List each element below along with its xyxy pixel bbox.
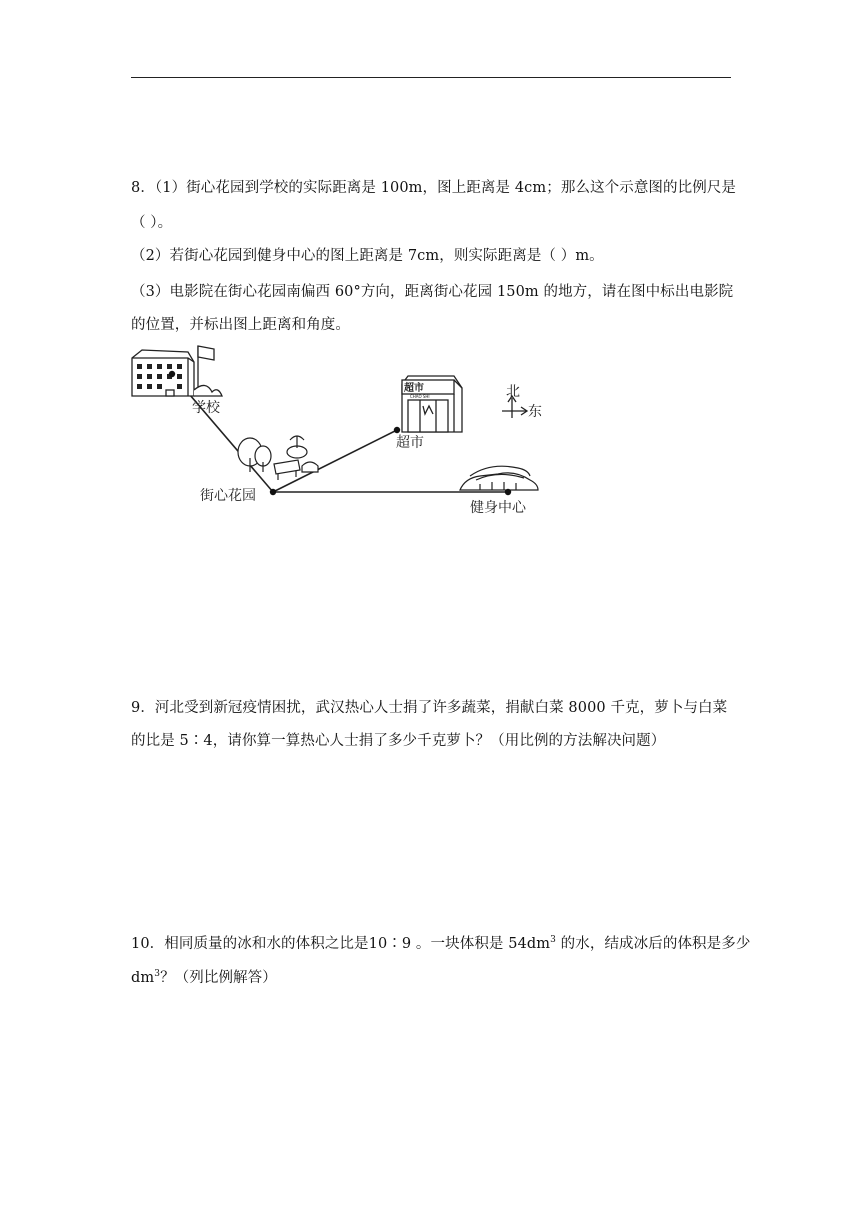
q10-line-1-text: 10．相同质量的冰和水的体积之比是10∶9 。一块体积是 54dm	[131, 936, 551, 952]
q8-line-4: （3）电影院在街心花园南偏西 60°方向，距离街心花园 150m 的地方，请在图中标出电影院	[131, 284, 734, 300]
garden-point	[270, 489, 276, 495]
school-building-icon	[132, 346, 222, 396]
compass-north-label: 北	[506, 384, 520, 400]
q8-line-2: （ ）。	[131, 215, 173, 231]
gym-stadium-icon	[460, 466, 538, 490]
garden-label: 街心花园	[200, 488, 256, 504]
supermarket-sign-small: CHAO SHI	[410, 394, 430, 399]
q9-line-2: 的比是 5∶4，请你算一算热心人士捐了多少千克萝卜？（用比例的方法解决问题）	[131, 733, 666, 749]
school-point	[169, 371, 175, 377]
supermarket-point	[394, 427, 400, 433]
q8-line-1: 8．（1）街心花园到学校的实际距离是 100m，图上距离是 4cm；那么这个示意图的比例尺是	[131, 180, 737, 196]
q10-line-1	[131, 934, 750, 954]
header-rule	[131, 77, 731, 78]
gym-label: 健身中心	[470, 500, 526, 516]
q10-line-2-superscript: 3	[154, 969, 161, 979]
q10-line-2-text-end: ？（列比例解答）	[160, 970, 277, 986]
q10-line-1-text-end: 的水，结成冰后的体积是多少	[555, 936, 751, 952]
garden-trees-icon	[238, 436, 318, 480]
gym-point	[505, 489, 511, 495]
q10-line-2-text: dm	[131, 970, 155, 986]
q8-line-3: （2）若街心花园到健身中心的图上距离是 7cm，则实际距离是（ ）m。	[131, 248, 604, 264]
compass-east-label: 东	[528, 404, 542, 420]
q10-line-1-superscript: 3	[550, 935, 556, 945]
supermarket-label: 超市	[396, 435, 424, 451]
q8-line-5: 的位置，并标出图上距离和角度。	[131, 317, 350, 333]
q9-line-1: 9．河北受到新冠疫情困扰，武汉热心人士捐了许多蔬菜，捐献白菜 8000 千克，萝卜与白菜	[131, 700, 728, 716]
map-diagram	[120, 340, 560, 530]
supermarket-sign: 超市	[404, 383, 424, 394]
school-label: 学校	[192, 400, 220, 416]
q10-line-2	[131, 968, 277, 988]
